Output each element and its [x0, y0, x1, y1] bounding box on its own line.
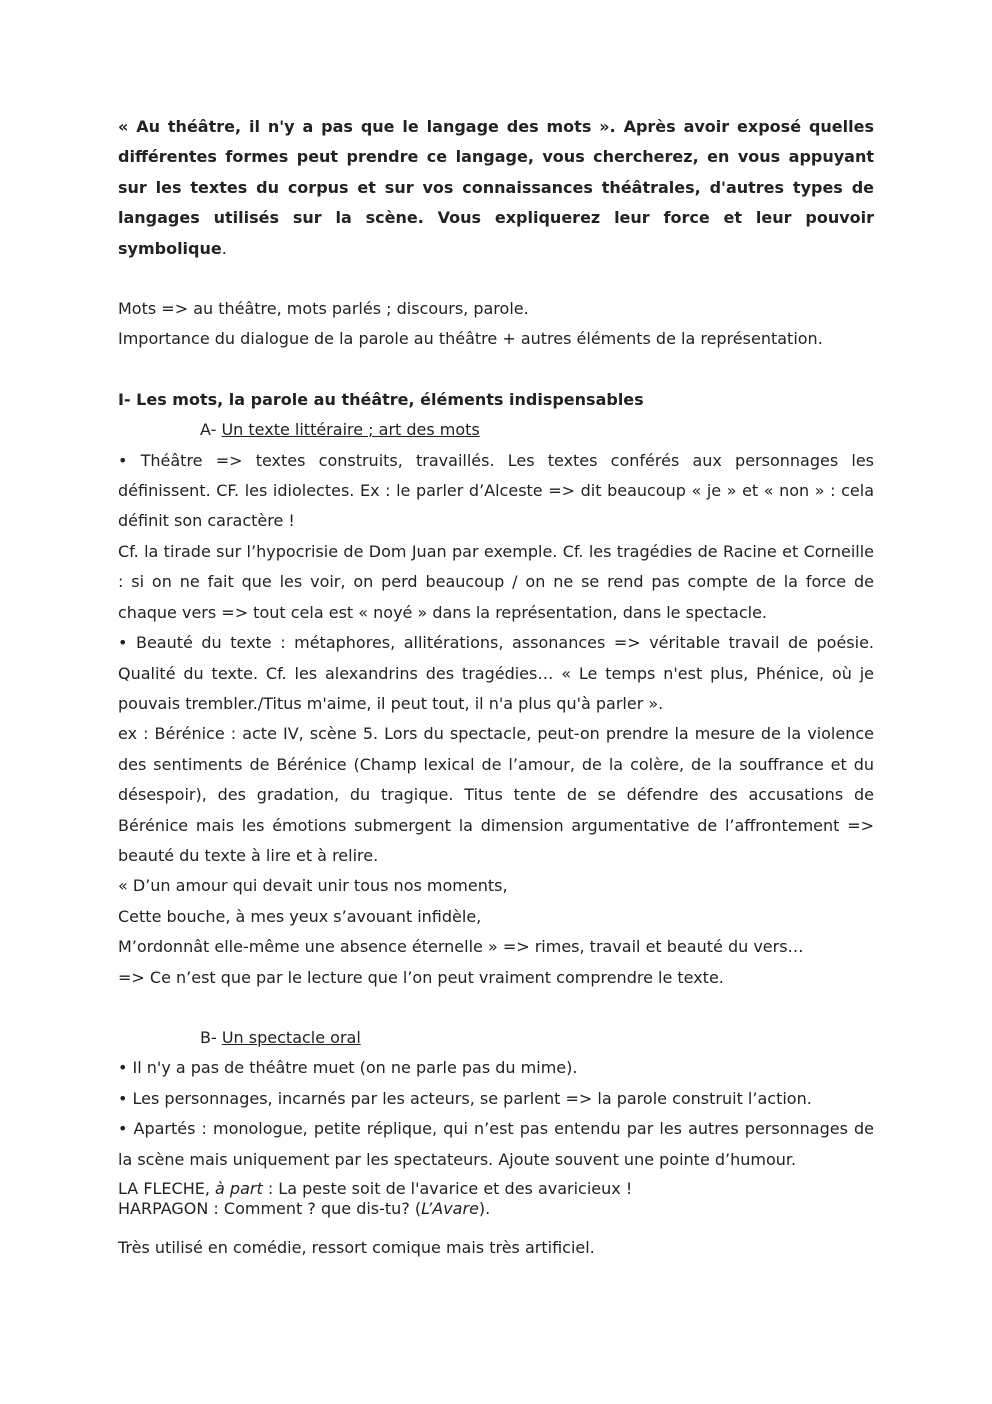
quote-text: : La peste soit de l'avarice et des avaricieux !	[262, 1179, 633, 1198]
intro-note-2: Importance du dialogue de la parole au théâtre + autres éléments de la représentation.	[118, 329, 823, 349]
section-a-title: Un texte littéraire ; art des mots	[221, 420, 480, 440]
quote-line-1	[118, 1179, 874, 1199]
section-a-paragraph: Cf. la tirade sur l’hypocrisie de Dom Juan par exemple. Cf. les tragédies de Racine et Corneille : si on ne fait que les voir, on perd beaucoup / on ne se rend pas compte de la force de chaque vers => tout cela est « noyé » dans la représentation, dans le spectacle.	[118, 541, 874, 622]
quote-aside: à part	[215, 1179, 263, 1198]
quote-speaker: LA FLECHE,	[118, 1179, 216, 1198]
work-title: L’Avare	[421, 1199, 479, 1218]
section-b-paragraph: • Apartés : monologue, petite réplique, qui n’est pas entendu par les autres personnages de la scène mais uniquement par les spectateurs. Ajoute souvent une pointe d’humour.	[118, 1119, 874, 1169]
quote-line-2	[118, 1199, 874, 1219]
quote-text: HARPAGON : Comment ? que dis-tu? (	[118, 1199, 422, 1218]
spacer	[118, 264, 874, 294]
part-1-heading: I- Les mots, la parole au théâtre, éléments indispensables	[118, 389, 644, 409]
verse-line: M’ordonnât elle-même une absence éternelle » => rimes, travail et beauté du vers…	[118, 937, 804, 957]
section-b-prefix: B-	[200, 1027, 222, 1047]
section-b-title: Un spectacle oral	[221, 1027, 361, 1047]
document-page	[118, 112, 874, 1263]
section-a-paragraph: ex : Bérénice : acte IV, scène 5. Lors du spectacle, peut-on prendre la mesure de la violence des sentiments de Bérénice (Champ lexical de l’amour, de la colère, de la souffrance et du désespoir), des gradation, du tragique. Titus tente de se défendre des accusations de Bérénice mais les émotions submergent la dimension argumentative de l’affrontement => beauté du texte à lire et à relire.	[118, 724, 874, 865]
verse-line: Cette bouche, à mes yeux s’avouant infidèle,	[118, 906, 482, 926]
section-b-paragraph: • Il n'y a pas de théâtre muet (on ne parle pas du mime).	[118, 1058, 578, 1078]
quote-end: ).	[478, 1199, 491, 1218]
intro-note-1: Mots => au théâtre, mots parlés ; discours, parole.	[118, 299, 529, 319]
section-a-conclusion: => Ce n’est que par le lecture que l’on peut vraiment comprendre le texte.	[118, 967, 724, 987]
verse-line: « D’un amour qui devait unir tous nos moments,	[118, 876, 508, 896]
essay-question-end: .	[221, 238, 227, 258]
section-b-paragraph: • Les personnages, incarnés par les acteurs, se parlent => la parole construit l’action.	[118, 1088, 812, 1108]
spacer	[118, 993, 874, 1023]
section-a-paragraph: • Théâtre => textes construits, travaillés. Les textes conférés aux personnages les définissent. CF. les idiolectes. Ex : le parler d’Alceste => dit beaucoup « je » et « non » : cela définit son caractère !	[118, 450, 874, 531]
section-a-paragraph: • Beauté du texte : métaphores, allitérations, assonances => véritable travail de poésie. Qualité du texte. Cf. les alexandrins des tragédies… « Le temps n'est plus, Phénice, où je pouvais trembler./Titus m'aime, il peut tout, il n'a plus qu'à parler ».	[118, 633, 874, 713]
essay-question	[118, 112, 874, 264]
spacer	[118, 355, 874, 385]
spacer	[118, 1219, 874, 1233]
essay-question-text: « Au théâtre, il n'y a pas que le langage des mots ». Après avoir exposé quelles différentes formes peut prendre ce langage, vous chercherez, en vous appuyant sur les textes du corpus et sur vos connaissances théâtrales, d'autres types de langages utilisés sur la scène. Vous expliquerez leur force et leur pouvoir symbolique	[118, 117, 874, 258]
section-a-heading	[118, 415, 874, 445]
section-b-heading	[118, 1023, 874, 1053]
section-a-prefix: A-	[200, 420, 222, 440]
section-b-closing: Très utilisé en comédie, ressort comique mais très artificiel.	[118, 1238, 595, 1257]
